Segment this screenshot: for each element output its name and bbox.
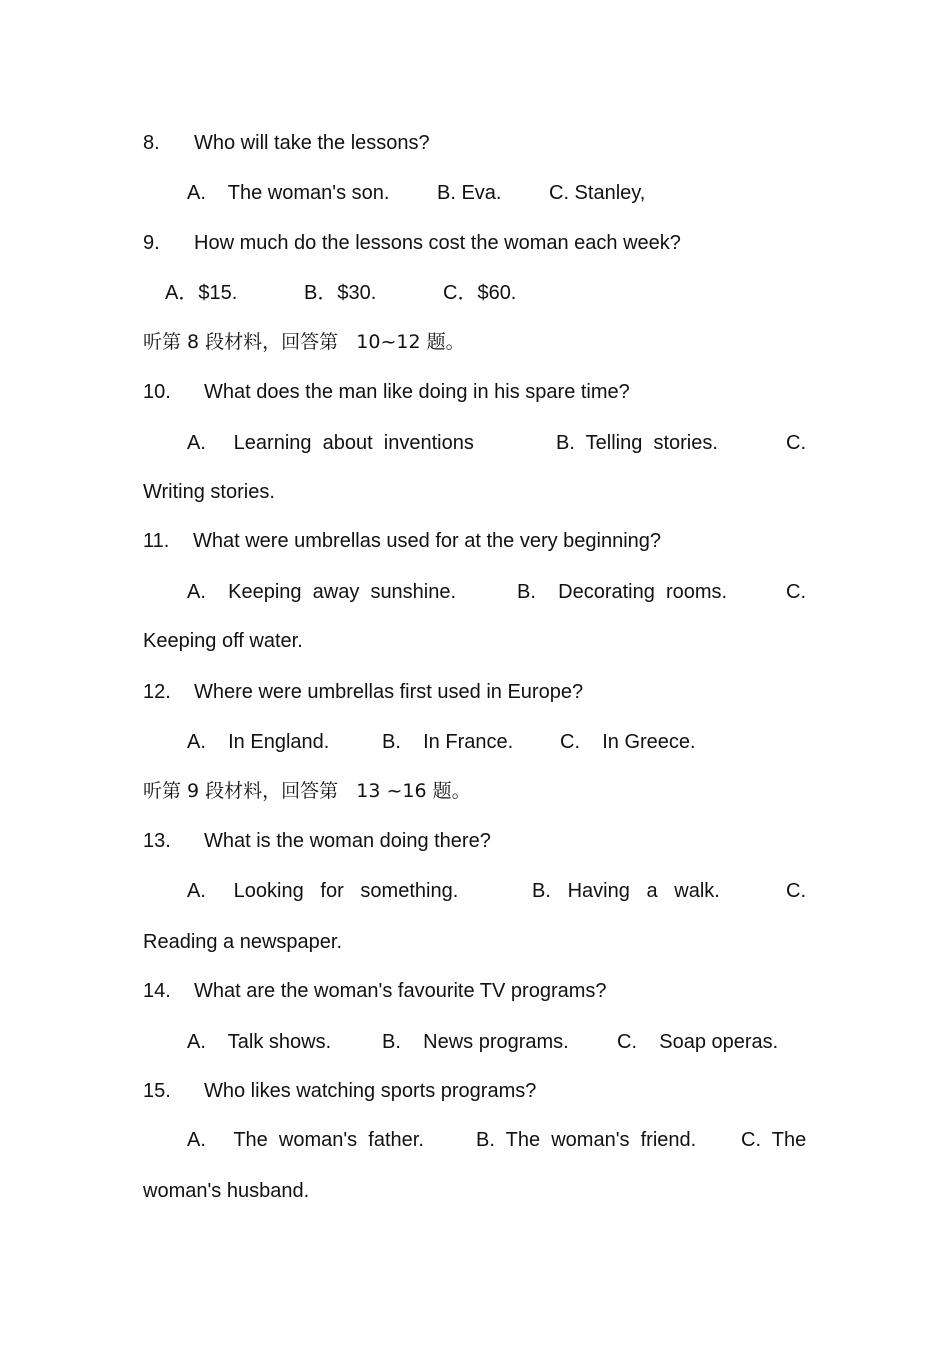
question-text: Where were umbrellas first used in Europe? — [194, 681, 584, 703]
question-13-options — [143, 875, 807, 907]
question-text: How much do the lessons cost the woman each week? — [194, 232, 681, 254]
option-b: B. Having a walk. — [532, 880, 720, 902]
option-c: C. — [786, 581, 806, 603]
option-a: A. The woman's father. — [187, 1129, 424, 1151]
option-c: C. Stanley, — [549, 182, 646, 204]
question-number: 10. — [143, 381, 171, 403]
question-number: 8. — [143, 132, 160, 154]
question-14-options — [143, 1026, 807, 1058]
section-header-text: 听第 9 段材料，回答第 13 ~16 题。 — [143, 780, 471, 802]
question-text: What is the woman doing there? — [204, 830, 491, 852]
question-text: What were umbrellas used for at the very beginning? — [193, 530, 662, 552]
option-c-continued: Reading a newspaper. — [143, 931, 343, 953]
question-number: 9. — [143, 232, 160, 254]
question-11-continuation — [143, 625, 807, 657]
option-a: A．$15. — [165, 282, 238, 304]
option-b: B. The woman's friend. — [476, 1129, 697, 1151]
question-8 — [143, 127, 807, 159]
question-text: What does the man like doing in his spare time? — [204, 381, 630, 403]
question-text: Who likes watching sports programs? — [204, 1080, 537, 1102]
question-number: 15. — [143, 1080, 171, 1102]
question-12 — [143, 676, 807, 708]
question-13 — [143, 825, 807, 857]
question-11-options — [143, 576, 807, 608]
question-text: What are the woman's favourite TV programs? — [194, 980, 607, 1002]
section-header — [143, 326, 807, 358]
option-b: B. Eva. — [437, 182, 502, 204]
option-c-continued: Writing stories. — [143, 481, 275, 503]
question-text: Who will take the lessons? — [194, 132, 430, 154]
question-10-continuation — [143, 476, 807, 508]
option-c: C. — [786, 880, 806, 902]
question-10-options — [143, 427, 807, 459]
question-number: 12. — [143, 681, 171, 703]
question-9 — [143, 227, 807, 259]
question-13-continuation — [143, 926, 807, 958]
question-15-continuation — [143, 1175, 807, 1207]
question-15 — [143, 1075, 807, 1107]
question-11 — [143, 525, 807, 557]
section-header-text: 听第 8 段材料，回答第 10~12 题。 — [143, 331, 465, 353]
question-number: 13. — [143, 830, 171, 852]
option-c-continued: woman's husband. — [143, 1180, 310, 1202]
question-12-options — [143, 726, 807, 758]
option-c: C. — [786, 432, 806, 454]
option-c-continued: Keeping off water. — [143, 630, 303, 652]
option-a: A. Talk shows. — [187, 1031, 332, 1053]
question-10 — [143, 376, 807, 408]
option-a: A. In England. — [187, 731, 330, 753]
option-b: B．$30. — [304, 282, 377, 304]
option-c: C. The — [741, 1129, 807, 1151]
option-b: B. In France. — [382, 731, 514, 753]
question-14 — [143, 975, 807, 1007]
option-a: A. Learning about inventions — [187, 432, 474, 454]
section-header — [143, 775, 807, 807]
question-8-options — [143, 177, 807, 209]
question-number: 11. — [143, 530, 170, 552]
question-9-options — [143, 277, 807, 309]
option-a: A. Looking for something. — [187, 880, 459, 902]
question-number: 14. — [143, 980, 171, 1002]
option-b: B. Decorating rooms. — [517, 581, 728, 603]
option-b: B. News programs. — [382, 1031, 569, 1053]
option-c: C. In Greece. — [560, 731, 696, 753]
option-c: C．$60. — [443, 282, 517, 304]
option-b: B. Telling stories. — [556, 432, 718, 454]
option-c: C. Soap operas. — [617, 1031, 779, 1053]
option-a: A. The woman's son. — [187, 182, 390, 204]
option-a: A. Keeping away sunshine. — [187, 581, 457, 603]
question-15-options — [143, 1124, 807, 1156]
